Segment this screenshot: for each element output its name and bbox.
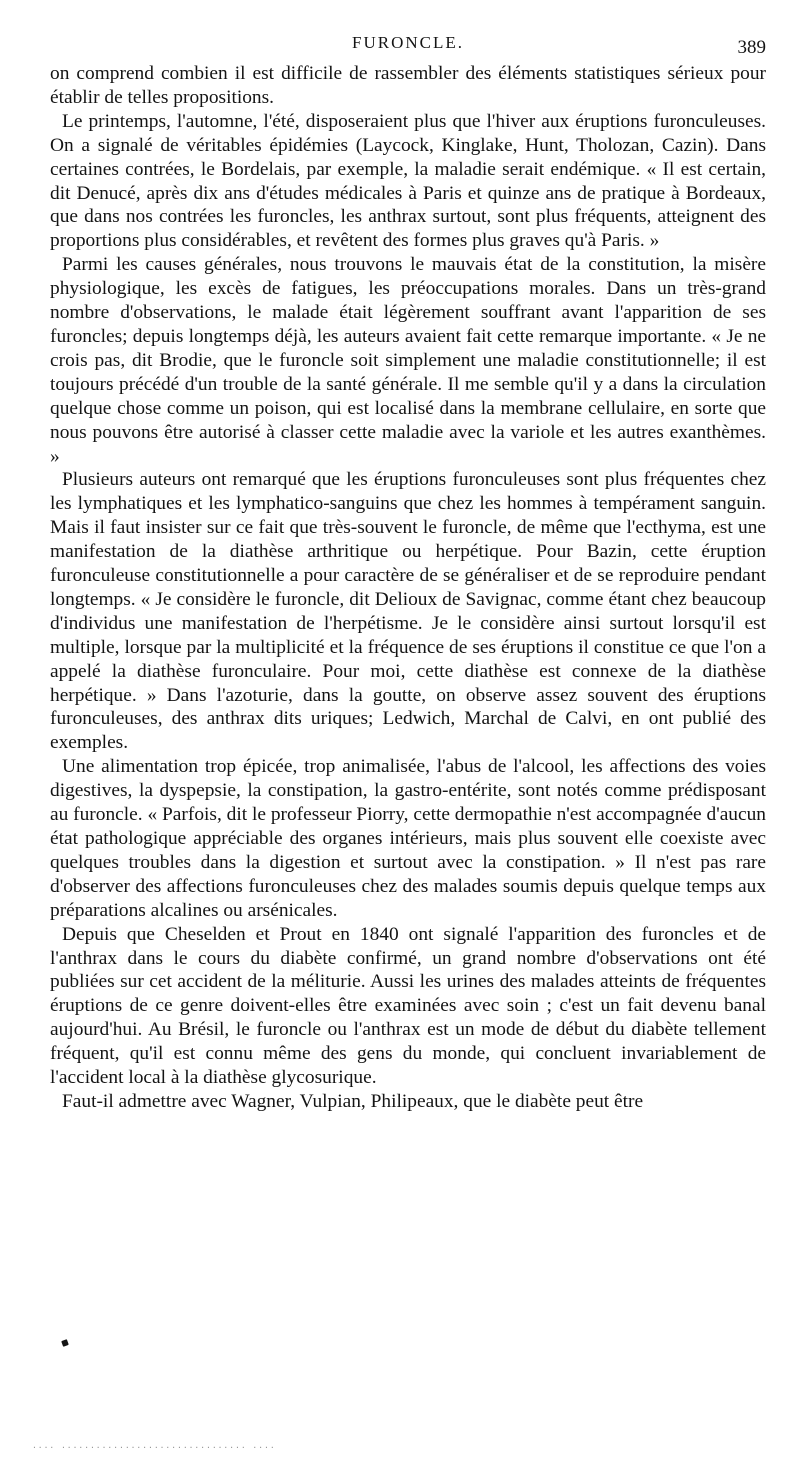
page-number: 389 bbox=[737, 37, 766, 58]
paragraph-5: Une alimentation trop épicée, trop animalisée, l'abus de l'alcool, les affections des voies digestives, la dyspepsie, la constipation, la gastro-entérite, sont notés comme prédisposant au furoncle. « Parfois, dit le professeur Piorry, cette dermopathie n'est accompagnée d'aucun état pathologique appréciable des organes intérieurs, mais plus souvent elle coexiste avec quelques troubles dans la digestion et surtout avec la constipation. » Il n'est pas rare d'observer des affections furonculeuses chez des malades soumis depuis quelque temps aux préparations alcalines ou arsénicales. bbox=[50, 756, 766, 921]
paragraph-3: Parmi les causes générales, nous trouvons le mauvais état de la constitution, la misère physiologique, les excès de fatigues, les préoccupations morales. Dans un très-grand nombre d'observations, le malade était légèrement souffrant avant l'apparition de ses furoncles; depuis longtemps déjà, les auteurs avaient fait cette remarque importante. « Je ne crois pas, dit Brodie, que le furoncle soit simplement une maladie constitutionnelle; il est toujours précédé d'un trouble de la santé générale. Il me semble qu'il y a dans la circulation quelque chose comme un poison, qui est localisé dans la membrane cellulaire, en sorte que nous pouvons être autorisé à classer cette maladie avec la variole et les autres exanthèmes. » bbox=[50, 254, 766, 467]
running-title: FURONCLE. bbox=[352, 33, 464, 52]
paragraph-4: Plusieurs auteurs ont remarqué que les éruptions furonculeuses sont plus fréquentes chez les lymphatiques et les lymphatico-sanguins que chez les hommes à tempérament sanguin. Mais il faut insister sur ce fait que très-souvent le furoncle, de même que l'ecthyma, est une manifestation de la diathèse arthritique ou herpétique. Pour Bazin, cette éruption furonculeuse constitutionnelle a pour caractère de se généraliser et de se reproduire pendant longtemps. « Je considère le furoncle, dit Delioux de Savignac, comme étant chez beaucoup d'individus une manifestation de l'herpétisme. Je le considère ainsi surtout lorsqu'il est multiple, lorsque par la multiplicité et la fréquence de ses éruptions il constitue ce que l'on a appelé la diathèse furonculaire. Pour moi, cette diathèse est connexe de la diathèse herpétique. » Dans l'azoturie, dans la goutte, on observe assez souvent des éruptions furonculeuses, des anthrax dits uriques; Ledwich, Marchal de Calvi, en ont publié des exemples. bbox=[50, 469, 766, 754]
ink-mark bbox=[61, 1339, 69, 1347]
paragraph-2: Le printemps, l'automne, l'été, disposeraient plus que l'hiver aux éruptions furonculeuses. On a signalé de véritables épidémies (Laycock, Kinglake, Hunt, Tholozan, Cazin). Dans certaines contrées, le Bordelais, par exemple, la maladie serait endémique. « Il est certain, dit Denucé, après dix ans d'études médicales à Paris et quinze ans de pratique à Bordeaux, que dans nos contrées les furoncles, les anthrax surtout, sont plus fréquents, atteignent des proportions plus considérables, et revêtent des formes plus graves qu'à Paris. » bbox=[50, 110, 766, 252]
scan-dotted-rule: .... ................................ .... bbox=[32, 1442, 276, 1451]
paragraph-7: Faut-il admettre avec Wagner, Vulpian, Philipeaux, que le diabète peut être bbox=[62, 1090, 644, 1112]
body-text bbox=[50, 62, 766, 1114]
running-head bbox=[50, 30, 766, 56]
paragraph-1: on comprend combien il est difficile de rassembler des éléments statistiques sérieux pour établir de telles propositions. bbox=[50, 63, 766, 108]
paragraph-6: Depuis que Cheselden et Prout en 1840 ont signalé l'apparition des furoncles et de l'anthrax dans le cours du diabète confirmé, un grand nombre d'observations ont été publiées sur cet accident de la méliturie. Aussi les urines des malades atteints de fréquentes éruptions de ce genre doivent-elles être examinées avec soin ; c'est un fait devenu banal aujourd'hui. Au Brésil, le furoncle ou l'anthrax est un mode de début du diabète tellement fréquent, qu'il est connu même des gens du monde, qui concluent invariablement de l'accident local à la diathèse glycosurique. bbox=[50, 923, 766, 1089]
